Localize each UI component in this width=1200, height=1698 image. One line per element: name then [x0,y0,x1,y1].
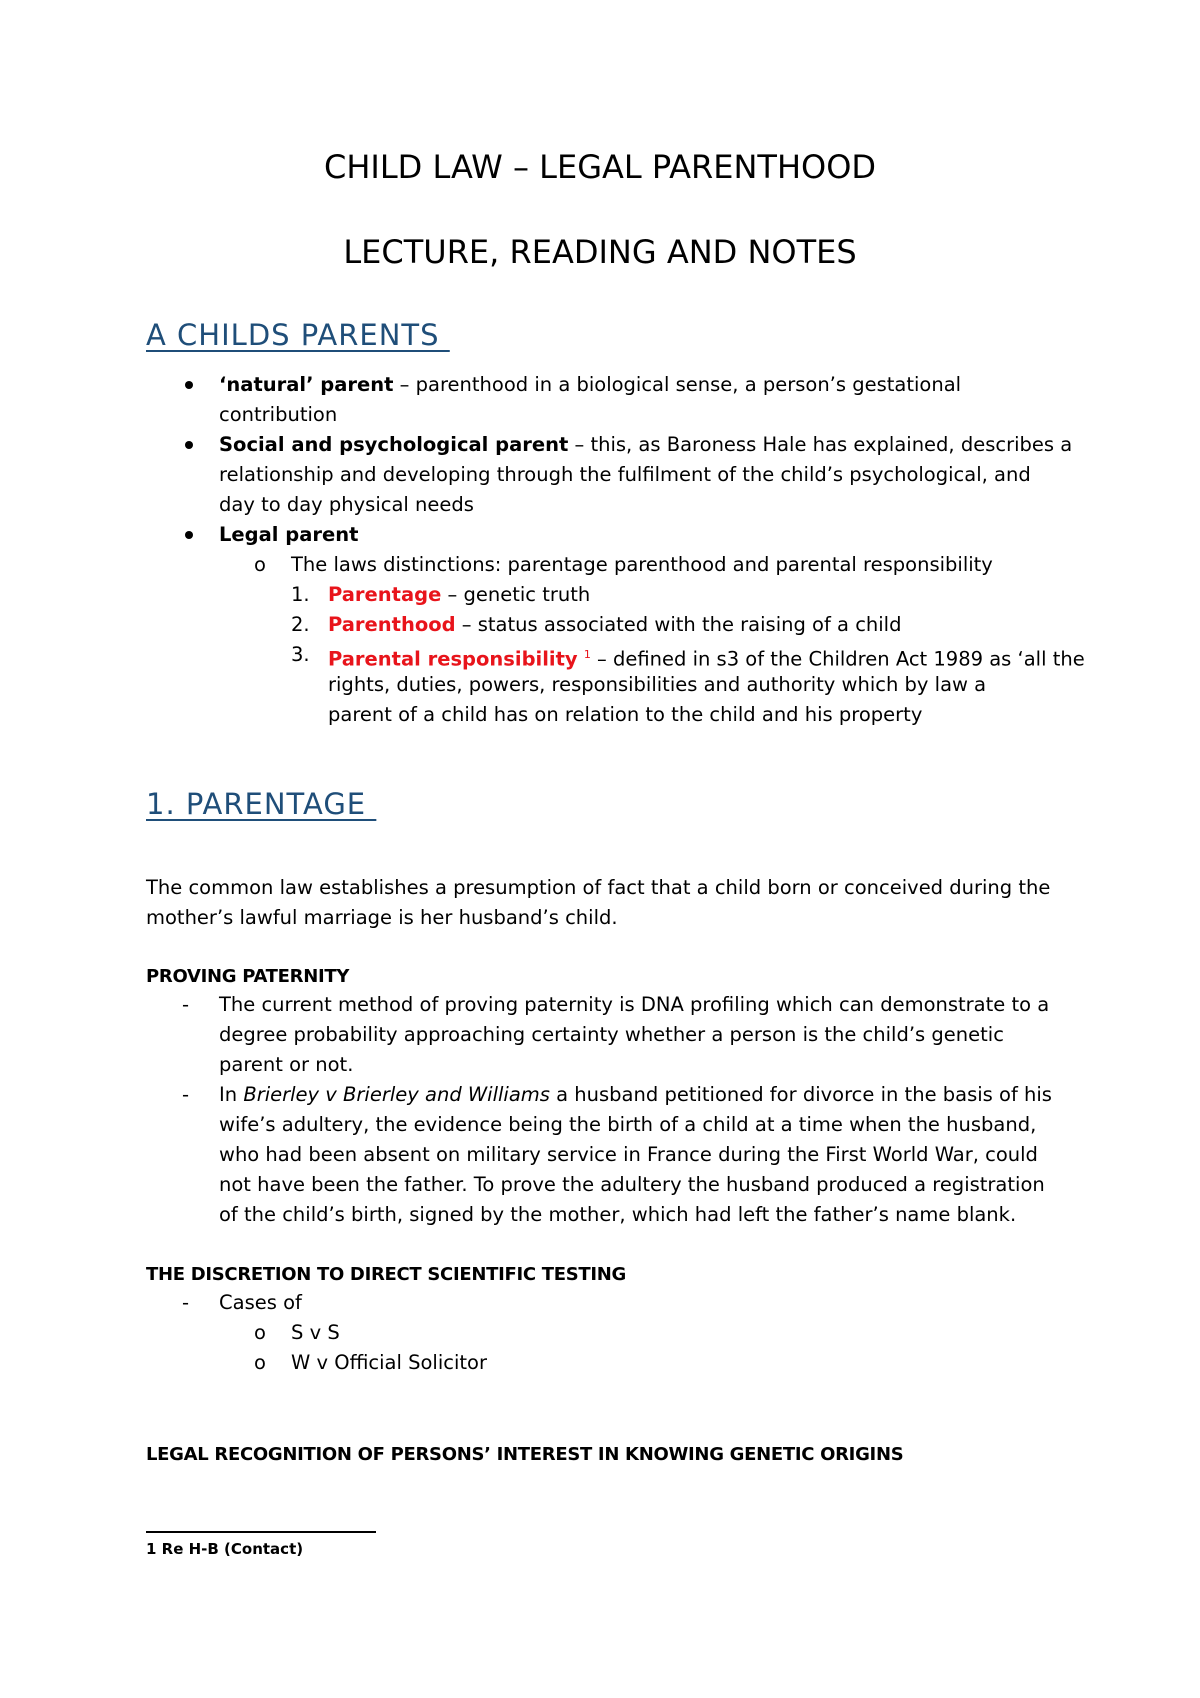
list-item-term: Legal parent [219,523,359,546]
circle-bullet-icon: o [254,553,266,576]
footnote-reference[interactable]: 1 [583,648,591,661]
list-item [219,520,358,550]
document-subtitle: LECTURE, READING AND NOTES [343,233,857,271]
section-heading-a: A CHILDS PARENTS [146,318,450,352]
paragraph-line: The common law establishes a presumption of fact that a child born or conceived during the [146,876,1051,899]
numbered-item-text: – status associated with the raising of a child [455,613,902,636]
list-item-term: Social and psychological parent [219,433,569,456]
list-item-continuation: degree probability approaching certainty whether a person is the child’s genetic [219,1023,1004,1046]
numbered-item-continuation: parent of a child has on relation to the child and his property [328,703,923,726]
list-item-continuation: relationship and developing through the fulfilment of the child’s psychological, and [219,463,1031,486]
dash-bullet-icon: - [182,993,190,1016]
list-item-continuation: who had been absent on military service in France during the First World War, could [219,1143,1038,1166]
list-item-text: – this, as Baroness Hale has explained, describes a [568,433,1073,456]
bullet-icon [185,531,193,539]
dash-bullet-icon: - [182,1291,190,1314]
list-item-term: ‘natural’ parent [219,373,394,396]
numbered-item [328,610,901,640]
footnote: 1 Re H-B (Contact) [146,1540,304,1558]
list-item: Cases of [219,1291,302,1314]
list-item-continuation: day to day physical needs [219,493,474,516]
list-number: 1. [291,583,310,606]
list-item [219,430,1072,460]
dash-bullet-icon: - [182,1083,190,1106]
list-item-continuation: not have been the father. To prove the adultery the husband produced a registration [219,1173,1045,1196]
case-item: W v Official Solicitor [291,1351,487,1374]
paragraph-line: mother’s lawful marriage is her husband’s child. [146,906,618,929]
list-number: 3. [291,643,310,666]
list-item-text: – parenthood in a biological sense, a person’s gestational [393,373,962,396]
circle-bullet-icon: o [254,1351,266,1374]
bullet-icon [185,381,193,389]
numbered-item-continuation: rights, duties, powers, responsibilities and authority which by law a [328,673,987,696]
document-title: CHILD LAW – LEGAL PARENTHOOD [323,148,877,186]
list-item [219,370,961,400]
numbered-item-term: Parentage [328,583,442,606]
list-number: 2. [291,613,310,636]
bullet-icon [185,441,193,449]
list-item-continuation: parent or not. [219,1053,354,1076]
list-item-continuation: wife’s adultery, the evidence being the birth of a child at a time when the husband, [219,1113,1037,1136]
footnote-separator [146,1531,376,1533]
subheading-proving-paternity: PROVING PATERNITY [146,966,350,987]
list-item-text: a husband petitioned for divorce in the basis of his [549,1083,1052,1106]
sub-list-item: The laws distinctions: parentage parenthood and parental responsibility [291,553,993,576]
list-item-continuation: contribution [219,403,338,426]
list-item-text: In [219,1083,244,1106]
numbered-item [328,580,590,610]
list-item-continuation: of the child’s birth, signed by the mother, which had left the father’s name blank. [219,1203,1017,1226]
subheading-discretion: THE DISCRETION TO DIRECT SCIENTIFIC TESTING [146,1264,627,1285]
subheading-genetic-origins: LEGAL RECOGNITION OF PERSONS’ INTEREST IN KNOWING GENETIC ORIGINS [146,1444,904,1465]
case-item: S v S [291,1321,340,1344]
numbered-item-term: Parental responsibility [328,647,578,671]
numbered-item-text: – genetic truth [441,583,591,606]
section-heading-parentage: 1. PARENTAGE [146,787,377,821]
numbered-item-text: – defined in s3 of the Children Act 1989 as ‘all the [590,647,1085,671]
circle-bullet-icon: o [254,1321,266,1344]
numbered-item-term: Parenthood [328,613,456,636]
list-item: The current method of proving paternity is DNA profiling which can demonstrate to a [219,993,1050,1016]
list-item [219,1080,1052,1110]
case-name: Brierley v Brierley and Williams [243,1083,550,1106]
